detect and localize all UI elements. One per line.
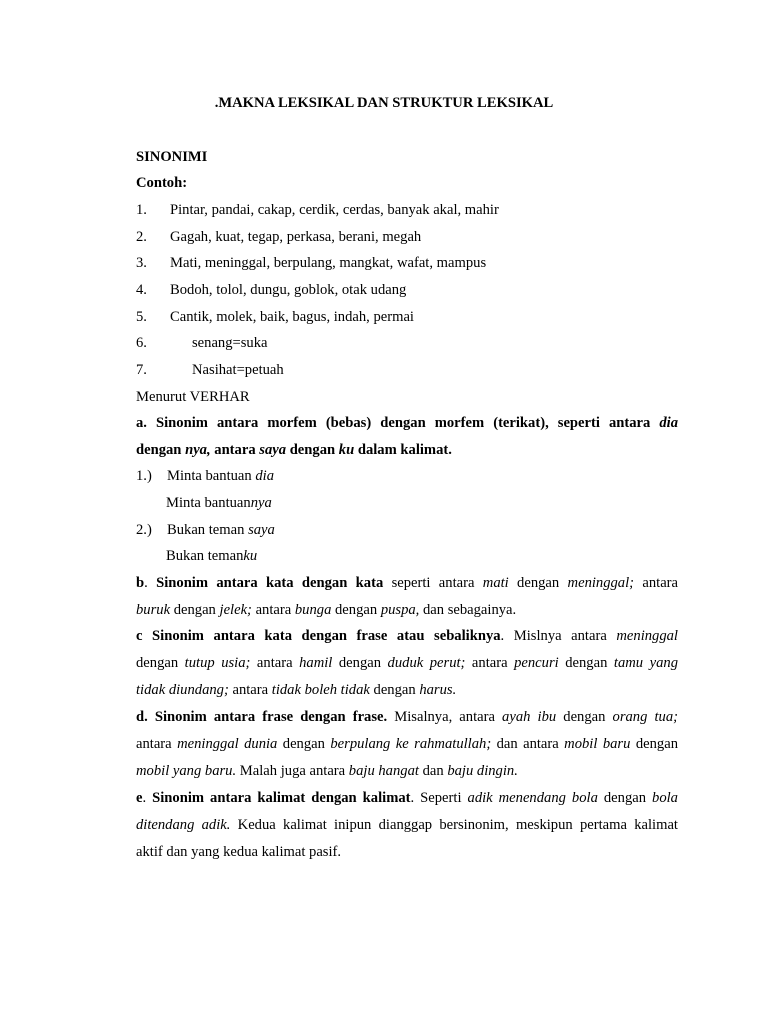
italic-run: meninggal dunia: [177, 736, 278, 752]
text-run: Bukan teman: [167, 522, 249, 538]
list-text: Nasihat=petuah: [192, 362, 284, 378]
text-run: Bukan teman: [166, 548, 244, 564]
italic-run: nya,: [185, 442, 211, 458]
text-run: Minta bantuan: [166, 495, 251, 511]
text-run: Minta bantuan: [167, 468, 256, 484]
text-run: dengan: [597, 790, 653, 806]
paragraph-b-line-1: [136, 574, 678, 592]
paragraph-d-line-2: [136, 735, 678, 753]
text-run: dengan: [277, 736, 331, 752]
italic-run: adik menendang bola: [467, 790, 598, 806]
list-number: 1.: [136, 202, 147, 218]
text-run: dan sebagainya.: [419, 602, 517, 618]
italic-run: orang tua;: [612, 709, 678, 725]
text-run: antara: [251, 602, 295, 618]
bold-run: c Sinonim antara kata dengan frase atau sebaliknya: [136, 628, 501, 644]
italic-run: buruk: [136, 602, 171, 618]
sub-example-1b: [166, 494, 272, 512]
italic-run: meninggal: [616, 628, 678, 644]
italic-run: tamu yang: [613, 655, 678, 671]
list-text: Mati, meninggal, berpulang, mangkat, wafat, mampus: [170, 255, 487, 271]
italic-run: mobil baru: [564, 736, 631, 752]
list-text: Bodoh, tolol, dungu, goblok, otak udang: [170, 282, 407, 298]
italic-run: mati: [482, 575, 509, 591]
text-run: antara: [634, 575, 679, 591]
italic-run: mobil yang baru.: [136, 763, 237, 779]
text-run: antara: [228, 682, 272, 698]
paragraph-e-line-3: aktif dan yang kedua kalimat pasif.: [136, 844, 342, 860]
italic-run: meninggal;: [567, 575, 635, 591]
bold-run: d. Sinonim antara frase dengan frase.: [136, 709, 388, 725]
italic-run: nya: [250, 495, 272, 511]
italic-run: bunga: [294, 602, 332, 618]
italic-run: dia: [255, 468, 275, 484]
list-number: 3.: [136, 255, 147, 271]
paragraph-c-line-3: [136, 681, 456, 699]
text-run: dengan: [136, 655, 185, 671]
italic-run: tutup usia;: [184, 655, 251, 671]
bold-run: e: [136, 790, 143, 806]
text-run: dengan: [286, 442, 339, 458]
page-title: .MAKNA LEKSIKAL DAN STRUKTUR LEKSIKAL: [214, 95, 554, 111]
text-run: dan antara: [491, 736, 565, 752]
list-number: 7.: [136, 362, 147, 378]
sub-example-2b: [166, 547, 257, 565]
italic-run: harus.: [419, 682, 457, 698]
italic-run: pencuri: [514, 655, 559, 671]
paragraph-a-line-2: [136, 441, 452, 459]
menurut-line: Menurut VERHAR: [136, 389, 250, 405]
italic-run: saya: [259, 442, 287, 458]
list-text: Cantik, molek, baik, bagus, indah, permai: [170, 309, 414, 325]
italic-run: tidak diundang;: [136, 682, 229, 698]
italic-run: saya: [248, 522, 275, 538]
bold-run: b: [136, 575, 145, 591]
italic-run: ditendang adik.: [136, 817, 231, 833]
list-number: 1.): [136, 468, 152, 484]
italic-run: baju dingin.: [447, 763, 518, 779]
italic-run: jelek;: [219, 602, 252, 618]
list-text: senang=suka: [192, 335, 268, 351]
italic-run: ayah ibu: [502, 709, 557, 725]
text-run: dengan: [170, 602, 220, 618]
text-run: dengan: [331, 602, 381, 618]
italic-run: bola: [652, 790, 678, 806]
list-number: 2.): [136, 522, 152, 538]
text-run: antara: [250, 655, 300, 671]
example-label: Contoh:: [136, 175, 188, 191]
list-number: 5.: [136, 309, 147, 325]
list-number: 4.: [136, 282, 147, 298]
text-run: .: [144, 575, 157, 591]
text-run: dan: [418, 763, 448, 779]
text-run: Kedua kalimat inipun dianggap bersinonim, meskipun pertama kalimat: [230, 817, 678, 833]
italic-run: ku: [243, 548, 258, 564]
list-number: 6.: [136, 335, 147, 351]
paragraph-b-line-2: [136, 601, 516, 619]
italic-run: dia: [659, 415, 678, 431]
list-text: Pintar, pandai, cakap, cerdik, cerdas, banyak akal, mahir: [170, 202, 499, 218]
text-run: dengan: [136, 442, 186, 458]
text-run: antara: [210, 442, 260, 458]
text-run: dengan: [630, 736, 678, 752]
section-heading: SINONIMI: [136, 149, 208, 165]
bold-run: Sinonim antara kata dengan kata: [156, 575, 384, 591]
text-run: Malah juga antara: [236, 763, 349, 779]
paragraph-d-line-1: [136, 708, 678, 726]
bold-run: Sinonim antara kalimat dengan kalimat: [152, 790, 411, 806]
italic-run: baju hangat: [348, 763, 419, 779]
italic-run: ku: [338, 442, 355, 458]
list-number: 2.: [136, 229, 147, 245]
italic-run: tidak boleh tidak: [271, 682, 370, 698]
text-run: . Mislnya antara: [500, 628, 617, 644]
text-run: dengan: [558, 655, 614, 671]
list-text: Gagah, kuat, tegap, perkasa, berani, megah: [170, 229, 422, 245]
paragraph-c-line-1: [136, 627, 678, 645]
paragraph-c-line-2: [136, 654, 678, 672]
text-run: a. Sinonim antara morfem (bebas) dengan morfem (terikat), seperti antara: [136, 415, 660, 431]
text-run: .: [142, 790, 153, 806]
text-run: dengan: [556, 709, 613, 725]
text-run: dengan: [332, 655, 388, 671]
text-run: antara: [465, 655, 515, 671]
paragraph-d-line-3: [136, 762, 518, 780]
text-run: antara: [136, 736, 178, 752]
italic-run: puspa,: [380, 602, 420, 618]
italic-run: duduk perut;: [387, 655, 466, 671]
italic-run: hamil: [299, 655, 333, 671]
text-run: . Seperti: [410, 790, 468, 806]
text-run: seperti antara: [383, 575, 483, 591]
paragraph-a-line-1: [136, 414, 678, 432]
paragraph-e-line-2: [136, 816, 678, 834]
text-run: dengan: [508, 575, 568, 591]
italic-run: berpulang ke rahmatullah;: [330, 736, 492, 752]
text-run: dengan: [369, 682, 420, 698]
text-run: Misalnya, antara: [387, 709, 503, 725]
paragraph-e-line-1: [136, 789, 678, 807]
text-run: dalam kalimat.: [354, 442, 452, 458]
